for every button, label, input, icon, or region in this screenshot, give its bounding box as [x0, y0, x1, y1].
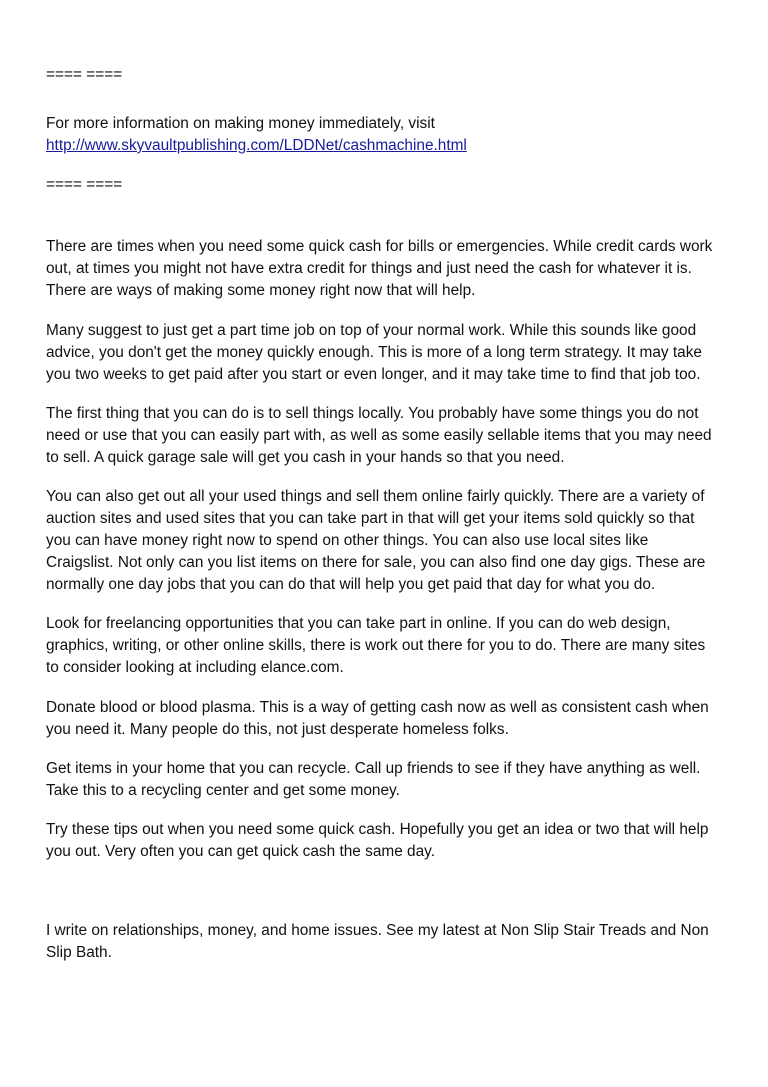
- separator-bottom: ==== ====: [46, 176, 123, 193]
- separator-top: ==== ====: [46, 66, 123, 83]
- paragraph: Donate blood or blood plasma. This is a way of getting cash now as well as consistent cash when you need it. Many people do this, not just desperate homeless folks.: [46, 699, 709, 738]
- paragraph: Try these tips out when you need some quick cash. Hopefully you get an idea or two that will help you out. Very often you can get quick cash the same day.: [46, 821, 709, 860]
- paragraph: Get items in your home that you can recycle. Call up friends to see if they have anything as well. Take this to a recycling center and get some money.: [46, 760, 701, 799]
- author-bio: I write on relationships, money, and home issues. See my latest at Non Slip Stair Treads and Non Slip Bath.: [46, 922, 709, 961]
- paragraph: The first thing that you can do is to sell things locally. You probably have some things you do not need or use that you can easily part with, as well as some easily sellable items that you may need to sell. A quick garage sale will get you cash in your hands so that you need.: [46, 405, 712, 466]
- cashmachine-link[interactable]: http://www.skyvaultpublishing.com/LDDNet/cashmachine.html: [46, 137, 467, 154]
- paragraph: You can also get out all your used things and sell them online fairly quickly. There are a variety of auction sites and used sites that you can take part in that will get your items sold quickly so that you can have money right now to spend on other things. You can also use local sites like Craigslist. Not only can you list items on there for sale, you can also find one day gigs. These are normally one day jobs that you can do that will help you get paid that day for what you do.: [46, 488, 706, 593]
- info-text: For more information on making money immediately, visit: [46, 115, 435, 132]
- paragraph: There are times when you need some quick cash for bills or emergencies. While credit cards work out, at times you might not have extra credit for things and just need the cash for whatever it is. There are ways of making some money right now that will help.: [46, 238, 713, 299]
- paragraph: Look for freelancing opportunities that you can take part in online. If you can do web design, graphics, writing, or other online skills, there is work out there for you to do. There are many sites to consider looking at including elance.com.: [46, 615, 706, 676]
- info-link-line: [46, 135, 730, 157]
- paragraph: Many suggest to just get a part time job on top of your normal work. While this sounds like good advice, you don't get the money quickly enough. This is more of a long term strategy. It may take you two weeks to get paid after you start or even longer, and it may take time to find that job too.: [46, 322, 702, 383]
